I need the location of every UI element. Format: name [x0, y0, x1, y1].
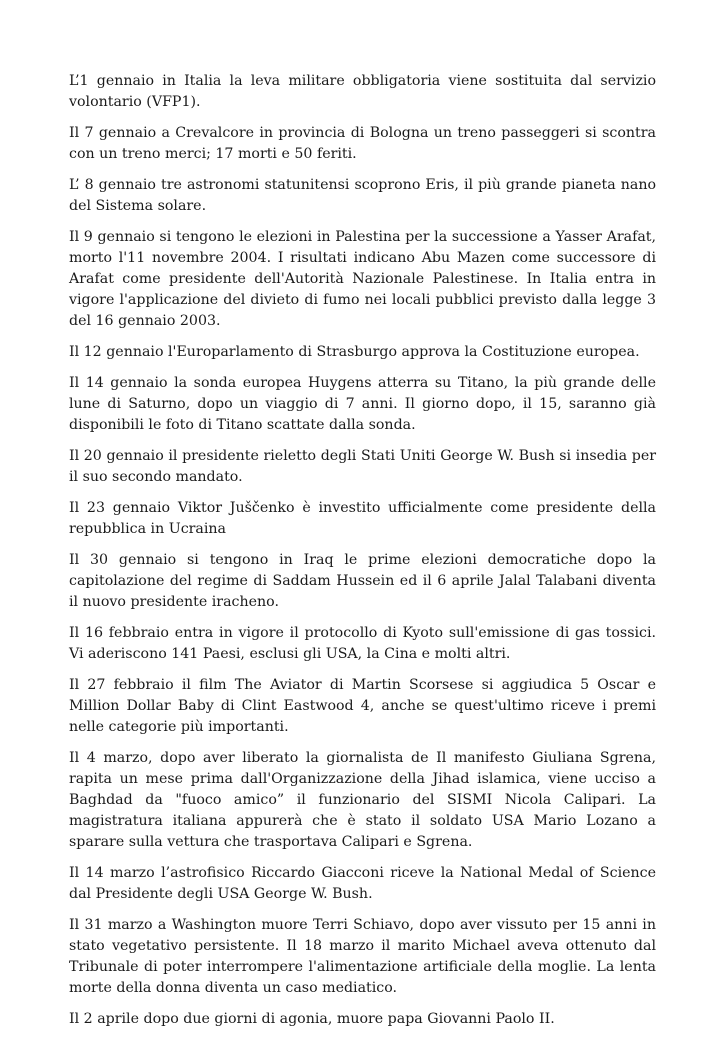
paragraph-giacconi: Il 14 marzo l’astrofisico Riccardo Giacconi riceve la National Medal of Science dal Presidente degli USA George W. Bush.: [69, 865, 656, 902]
paragraph-costituzione-europea: Il 12 gennaio l'Europarlamento di Strasburgo approva la Costituzione europea.: [69, 344, 640, 360]
paragraph-elezioni-palestina: Il 9 gennaio si tengono le elezioni in Palestina per la successione a Yasser Arafat, morto l'11 novembre 2004. I risultati indicano Abu Mazen come successore di Arafat come presidente dell'Autorità Nazionale Palestinese. In Italia entra in vigore l'applicazione del divieto di fumo nei locali pubblici previsto dalla legge 3 del 16 gennaio 2003.: [69, 229, 656, 329]
paragraph-oscar: Il 27 febbraio il film The Aviator di Martin Scorsese si aggiudica 5 Oscar e Million Dollar Baby di Clint Eastwood 4, anche se quest'ultimo riceve i premi nelle categorie più importanti.: [69, 677, 656, 735]
paragraph-juscenko: Il 23 gennaio Viktor Juščenko è investito ufficialmente come presidente della repubblica in Ucraina: [69, 500, 656, 537]
paragraph-kyoto: Il 16 febbraio entra in vigore il protocollo di Kyoto sull'emissione di gas tossici. Vi aderiscono 141 Paesi, esclusi gli USA, la Cina e molti altri.: [69, 625, 656, 662]
paragraph-schiavo: Il 31 marzo a Washington muore Terri Schiavo, dopo aver vissuto per 15 anni in stato vegetativo persistente. Il 18 marzo il marito Michael aveva ottenuto dal Tribunale di poter interrompere l'alimentazione artificiale della moglie. La lenta morte della donna diventa un caso mediatico.: [69, 917, 656, 996]
paragraph-calipari: Il 4 marzo, dopo aver liberato la giornalista de Il manifesto Giuliana Sgrena, rapita un mese prima dall'Organizzazione della Jihad islamica, viene ucciso a Baghdad da "fuoco amico” il funzionario del SISMI Nicola Calipari. La magistratura italiana appurerà che è stato il soldato USA Mario Lozano a sparare sulla vettura che trasportava Calipari e Sgrena.: [69, 750, 656, 850]
document-body: [69, 71, 656, 1040]
paragraph-leva-militare: L’1 gennaio in Italia la leva militare obbligatoria viene sostituita dal servizio volontario (VFP1).: [69, 73, 656, 110]
paragraph-elezioni-iraq: Il 30 gennaio si tengono in Iraq le prime elezioni democratiche dopo la capitolazione del regime di Saddam Hussein ed il 6 aprile Jalal Talabani diventa il nuovo presidente iracheno.: [69, 552, 656, 610]
paragraph-huygens: Il 14 gennaio la sonda europea Huygens atterra su Titano, la più grande delle lune di Saturno, dopo un viaggio di 7 anni. Il giorno dopo, il 15, saranno già disponibili le foto di Titano scattate dalla sonda.: [69, 375, 656, 433]
paragraph-bush-insediamento: Il 20 gennaio il presidente rieletto degli Stati Uniti George W. Bush si insedia per il suo secondo mandato.: [69, 448, 656, 485]
paragraph-giovanni-paolo: Il 2 aprile dopo due giorni di agonia, muore papa Giovanni Paolo II.: [69, 1011, 555, 1027]
paragraph-crevalcore: Il 7 gennaio a Crevalcore in provincia di Bologna un treno passeggeri si scontra con un treno merci; 17 morti e 50 feriti.: [69, 125, 656, 162]
paragraph-eris: L’ 8 gennaio tre astronomi statunitensi scoprono Eris, il più grande pianeta nano del Sistema solare.: [69, 177, 656, 214]
